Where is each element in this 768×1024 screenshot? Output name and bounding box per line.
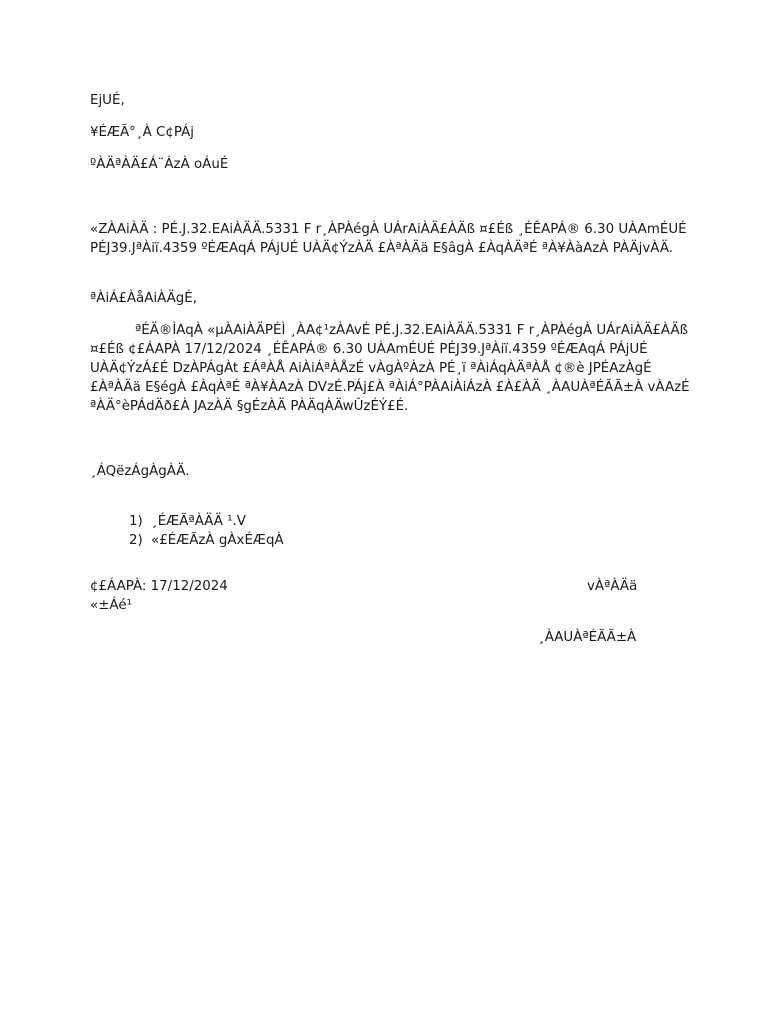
place-line: «±Áé¹ [90,598,132,613]
list-item-number: 2) [129,533,143,548]
subject-paragraph: «ZÀAiÀÄ : PÉ.J.32.EAiÀÄÄ.5331 F r¸ÀPÀégÀ UÁrAiÀÄ£ÀÄß ¤£Éß ¸ÉÊAPÁ® 6.30 UÀAmÉUÉ PÉJ39.JªÀiï.4359 ºÉÆAqÁ PÁjUÉ UÀÄ¢ÝzÀÄ £ÀªÀÄä E§âgÀ £ÀqÀÄªÉ ªÀ¥ÀàAzÀ PÀÄjvÀÄ. [90,222,687,256]
enclosures-heading: ¸ÁQëzÁgÀgÀÄ. [90,464,190,479]
signature-name: ¸ÀAUÀªÉÃÃ±À [538,630,637,645]
greeting: EjUÉ, [90,93,125,108]
list-item-text: «£ÉÆÃzÀ gÀxÉÆqÀ [151,533,284,548]
recipient-line-2: ºÀÄªÀÄ£Á¨ÁzÀ oÁuÉ [90,157,229,172]
list-item [112,512,284,569]
date-line: ¢£ÁAPÀ: 17/12/2024 [90,579,228,594]
list-item-text: ¸ÉÆÃªÀÄÄ ¹.V [151,514,246,529]
recipient-line-1: ¥ÉÆÃ°¸À C¢PÁj [90,125,194,140]
salutation: ªÀiÁ£ÀåAiÀÄgÉ, [90,291,198,306]
list-item-number: 1) [129,514,143,529]
closing-label: vÀªÀÄä [587,579,638,594]
body-paragraph: ªÉÄ®ÌAqÀ «µÀAiÀÄPÉÌ ¸ÀA¢¹zÀAvÉ PÉ.J.32.EAiÀÄÄ.5331 F r¸ÀPÀégÀ UÁrAiÀÄ£ÀÄß ¤£Éß ¢£ÁAPÀ 17/12/2024 ¸ÉÊAPÁ® 6.30 UÀAmÉUÉ PÉJ39.JªÀiï.4359 ºÉÆAqÁ PÁjUÉ UÀÄ¢ÝzÁ£É DzÀPÁgÀt £ÁªÀÅ AiÀiÁªÀÅzÉ vÀgÀºÀzÀ PÉ¸ï ªÀiÁqÀÄªÀÅ ¢®è JPÉAzÀgÉ £ÀªÀÄä E§égÀ £ÀqÀªÉ ªÀ¥ÀAzÀ DVzÉ.PÁj£À ªÀiÁ°PÀAiÀiÁzÀ £À£ÀÄ ¸ÀAUÀªÉÃÃ±À vÀAzÉ ªÀÄ°èPÁdÄð£À JAzÀÄ §gÉzÀÄ PÀÄqÀÄwÛzÉÝ£É. [90,323,690,414]
